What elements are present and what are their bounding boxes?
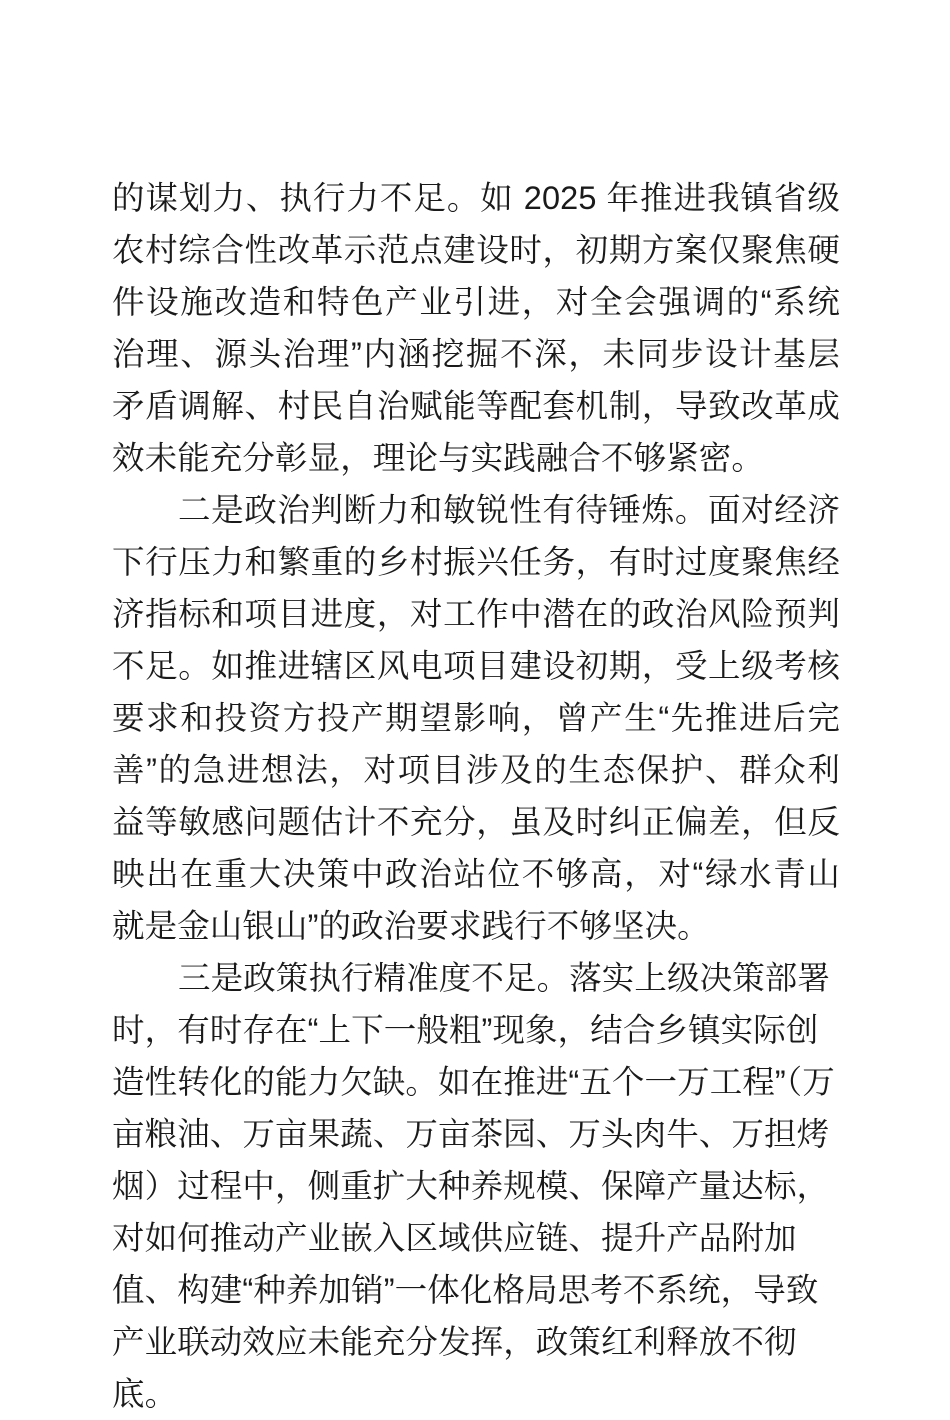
paragraph-continuation: 的谋划力、执行力不足。如 2025 年推进我镇省级农村综合性改革示范点建设时，初期方案仅聚焦硬件设施改造和特色产业引进，对全会强调的“系统治理、源头治理”内涵挖掘不深，未同步设计基层矛盾调解、村民自治赋能等配套机制，导致改革成效未能充分彰显，理论与实践融合不够紧密。 xyxy=(112,180,840,476)
paragraph-point-two: 二是政治判断力和敏锐性有待锤炼。面对经济下行压力和繁重的乡村振兴任务，有时过度聚焦经济指标和项目进度，对工作中潜在的政治风险预判不足。如推进辖区风电项目建设初期，受上级考核要求和投资方投产期望影响，曾产生“先推进后完善”的急进想法，对项目涉及的生态保护、群众利益等敏感问题估计不充分，虽及时纠正偏差，但反映出在重大决策中政治站位不够高，对“绿水青山就是金山银山”的政治要求践行不够坚决。 xyxy=(112,492,840,944)
document-text-column xyxy=(112,172,840,1420)
paragraph-point-three: 三是政策执行精准度不足。落实上级决策部署时，有时存在“上下一般粗”现象，结合乡镇实际创造性转化的能力欠缺。如在推进“五个一万工程”（万亩粮油、万亩果蔬、万亩茶园、万头肉牛、万担烤烟）过程中，侧重扩大种养规模、保障产量达标，对如何推动产业嵌入区域供应链、提升产品附加值、构建“种养加销”一体化格局思考不系统，导致产业联动效应未能充分发挥，政策红利释放不彻底。 xyxy=(112,960,835,1412)
